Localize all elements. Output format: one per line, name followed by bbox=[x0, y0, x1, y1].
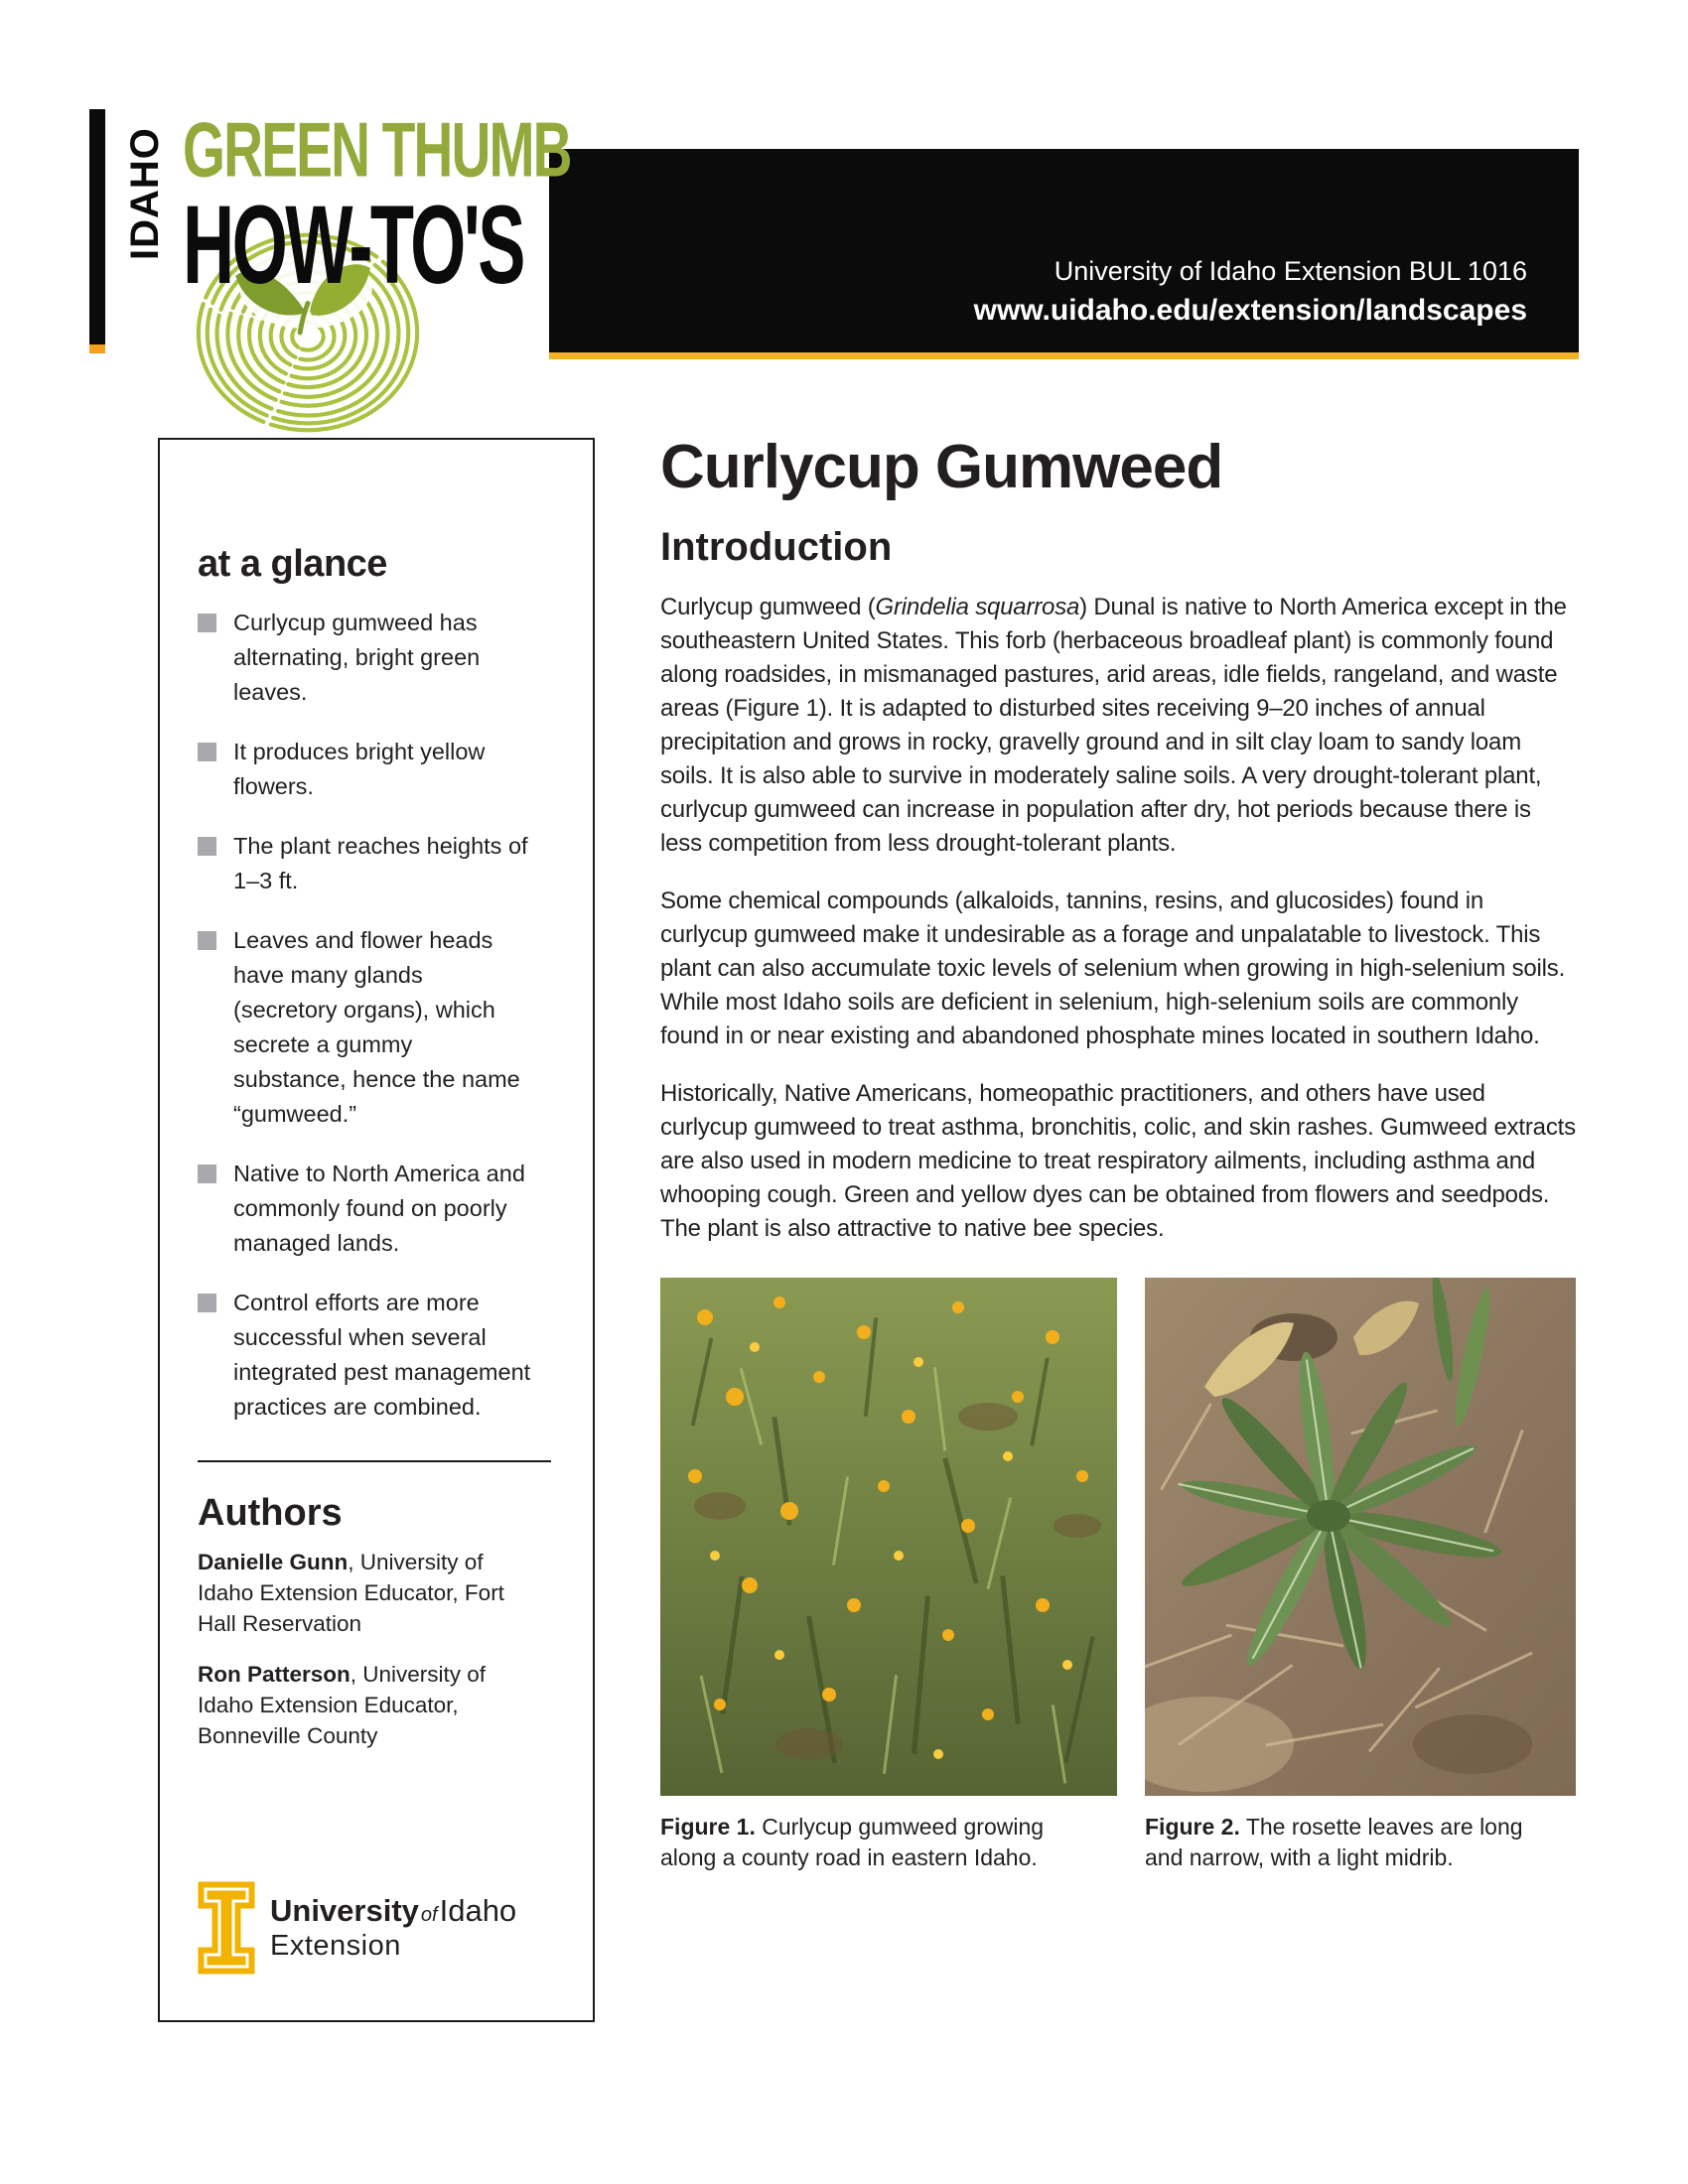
main-column bbox=[660, 435, 1576, 1873]
page-title: Curlycup Gumweed bbox=[660, 433, 1223, 501]
square-bullet-icon bbox=[198, 743, 216, 761]
introduction-heading: Introduction bbox=[660, 525, 893, 570]
author-affiliation: , University of Idaho Extension Educator, Bonneville County bbox=[198, 1662, 487, 1748]
left-accent-bar bbox=[89, 109, 105, 344]
author-name: Ron Patterson bbox=[198, 1662, 351, 1687]
figure-1-label: Figure 1. bbox=[660, 1814, 756, 1841]
header-band bbox=[549, 149, 1579, 352]
wordmark-extension: Extension bbox=[270, 1929, 401, 1962]
author-entry bbox=[198, 1547, 525, 1639]
intro-paragraph-1: Curlycup gumweed (Grindelia squarrosa) Dunal is native to North America except in the southeastern United States. This forb (herbaceous broadleaf plant) is commonly found along roadsides, in mismanaged pastures, arid areas, idle fields, rangeland, and waste areas (Figure 1). It is adapted to disturbed sites receiving 9–20 inches of annual precipitation and grows in rocky, gravelly ground and in silt clay loam to sandy loam soils. It is also able to survive in moderately saline soils. A very drought-tolerant plant, curlycup gumweed can increase in population after dry, hot periods because there is less competition from less drought-tolerant plants. bbox=[660, 594, 1567, 858]
bulletin-number: University of Idaho Extension BUL 1016 bbox=[1054, 256, 1527, 286]
wordmark-idaho: Idaho bbox=[439, 1893, 517, 1928]
intro-paragraph-3: Historically, Native Americans, homeopathic practitioners, and others have used curlycup gumweed to treat asthma, bronchitis, colic, and skin rashes. Gumweed extracts are also used in modern medicine to treat respiratory ailments, including asthma and whooping cough. Green and yellow dyes can be obtained from flowers and seedpods. The plant is also attractive to native bee species. bbox=[660, 1080, 1576, 1243]
wordmark-university: University bbox=[270, 1893, 419, 1928]
authors-heading: Authors bbox=[198, 1492, 343, 1534]
at-a-glance-heading: at a glance bbox=[198, 543, 387, 585]
glance-item: Control efforts are more successful when several integrated pest management practices are combined. bbox=[198, 1286, 567, 1425]
author-entry bbox=[198, 1659, 525, 1751]
intro-paragraph-2: Some chemical compounds (alkaloids, tannins, resins, and glucosides) found in curlycup gumweed make it undesirable as a forage and unpalatable to livestock. This plant can also accumulate toxic levels of selenium when growing in high-selenium soils. While most Idaho soils are deficient in selenium, high-selenium soils are commonly found in or near existing and abandoned phosphate mines located in southern Idaho. bbox=[660, 887, 1566, 1050]
figure-1-caption: Figure 1. Curlycup gumweed growing along a county road in eastern Idaho. bbox=[660, 1814, 1045, 1871]
square-bullet-icon bbox=[198, 1164, 216, 1183]
figure-1 bbox=[660, 1278, 1117, 1873]
logo-idaho-vertical-text: IDAHO bbox=[123, 127, 167, 260]
sidebar-panel bbox=[158, 438, 595, 2022]
sidebar-divider bbox=[198, 1460, 551, 1462]
square-bullet-icon bbox=[198, 614, 216, 632]
square-bullet-icon bbox=[198, 837, 216, 856]
logo-green-thumb-text: GREEN THUMB bbox=[183, 106, 571, 194]
glance-item: Native to North America and commonly found on poorly managed lands. bbox=[198, 1157, 567, 1261]
logo-how-tos-text: HOW-TO'S bbox=[183, 182, 523, 308]
figure-2 bbox=[1145, 1278, 1576, 1873]
wordmark-of: of bbox=[420, 1904, 438, 1926]
glance-item: The plant reaches heights of 1–3 ft. bbox=[198, 829, 567, 898]
logo-wordmark bbox=[270, 1895, 516, 1961]
square-bullet-icon bbox=[198, 931, 216, 950]
gold-rule bbox=[549, 352, 1579, 359]
glance-item: It produces bright yellow flowers. bbox=[198, 735, 567, 804]
figure-1-photo-gumweed-field bbox=[660, 1278, 1117, 1796]
species-name-italic: Grindelia squarrosa bbox=[875, 594, 1080, 621]
author-affiliation: , University of Idaho Extension Educator, Fort Hall Reservation bbox=[198, 1550, 504, 1636]
left-accent-bar-tip bbox=[89, 344, 105, 353]
author-name: Danielle Gunn bbox=[198, 1550, 349, 1574]
figure-row bbox=[660, 1278, 1576, 1873]
glance-item: Leaves and flower heads have many glands (secretory organs), which secrete a gummy substance, hence the name “gumweed.” bbox=[198, 923, 567, 1132]
extension-url: www.uidaho.edu/extension/landscapes bbox=[973, 294, 1527, 327]
figure-2-caption: Figure 2. The rosette leaves are long and narrow, with a light midrib. bbox=[1145, 1814, 1523, 1871]
figure-2-photo-rosette-leaves bbox=[1145, 1278, 1576, 1796]
university-of-idaho-extension-logo bbox=[198, 1881, 516, 1975]
figure-2-label: Figure 2. bbox=[1145, 1814, 1240, 1841]
at-a-glance-list bbox=[198, 606, 567, 1425]
glance-item: Curlycup gumweed has alternating, bright green leaves. bbox=[198, 606, 567, 710]
square-bullet-icon bbox=[198, 1294, 216, 1312]
block-i-icon bbox=[198, 1881, 255, 1975]
